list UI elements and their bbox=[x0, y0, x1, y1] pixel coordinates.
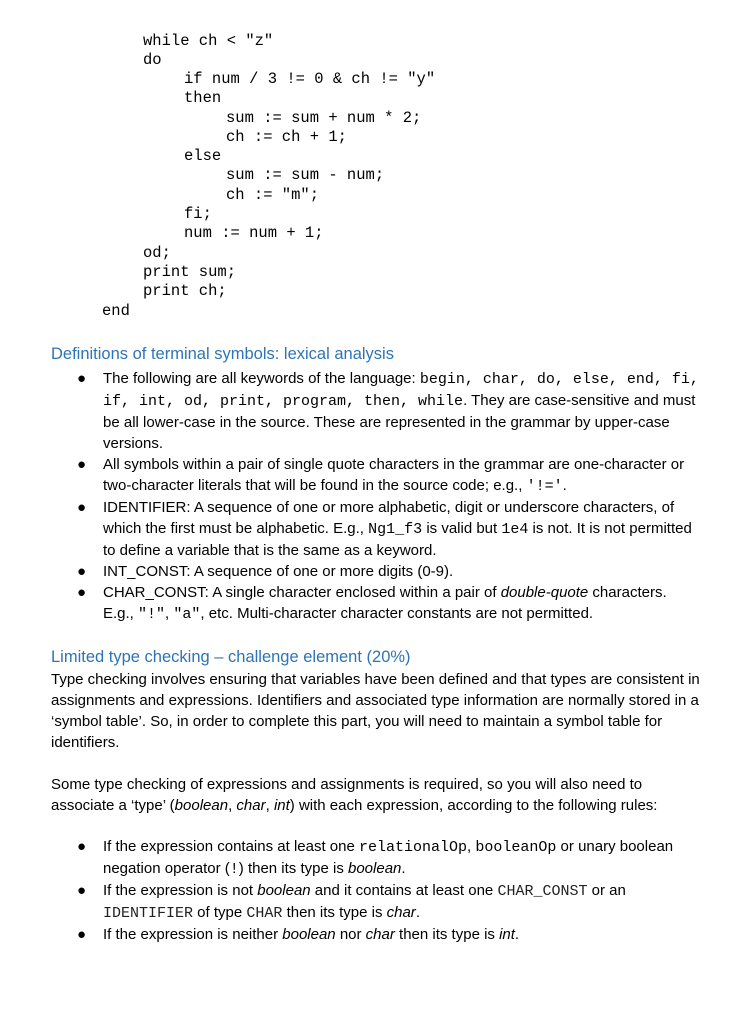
char-const-example: "a" bbox=[173, 606, 201, 623]
list-item: ● If the expression is neither boolean nor char then its type is int. bbox=[77, 926, 520, 943]
lexical-list bbox=[0, 368, 736, 625]
keyword-list: begin, char, do, else, end, fi, if, int, od, print, program, then, while bbox=[103, 371, 699, 410]
list-item: ● IDENTIFIER: A sequence of one or more alphabetic, digit or underscore characters, of which the first must be alphabetic. E.g., Ng1_f3 is valid but 1e4 is not. It is not permitted to define a variable that is the same as a keyword. bbox=[77, 499, 692, 559]
list-item: ● If the expression is not boolean and it contains at least one CHAR_CONST or an IDENTIFIER of type CHAR then its type is char. bbox=[77, 882, 626, 922]
code-line: while ch < "z" bbox=[143, 32, 274, 50]
code-line: fi; bbox=[184, 205, 212, 223]
char-const-example: "!" bbox=[138, 606, 166, 623]
lexical-section-title: Definitions of terminal symbols: lexical analysis bbox=[51, 345, 394, 363]
code-line: ch := "m"; bbox=[226, 186, 320, 204]
code-line: end bbox=[102, 302, 130, 320]
identifier-invalid-example: 1e4 bbox=[501, 521, 529, 538]
list-item: ● The following are all keywords of the language: begin, char, do, else, end, fi, if, int, od, print, program, then, while. They are case-sensitive and must be all lower-case in the source. These are represented in the grammar by upper-case versions. bbox=[77, 370, 699, 452]
typecheck-section-title: Limited type checking – challenge element (20%) bbox=[51, 648, 411, 666]
identifier-valid-example: Ng1_f3 bbox=[368, 521, 423, 538]
typecheck-rules-intro: Some type checking of expressions and assignments is required, so you will also need to associate a ‘type’ (boolean, char, int) with each expression, according to the following rules: bbox=[51, 776, 658, 814]
code-line: ch := ch + 1; bbox=[226, 128, 347, 146]
code-line: num := num + 1; bbox=[184, 224, 324, 242]
list-item: ● INT_CONST: A sequence of one or more digits (0-9). bbox=[77, 563, 454, 580]
code-line: sum := sum + num * 2; bbox=[226, 109, 422, 127]
code-line: print ch; bbox=[143, 282, 227, 300]
code-line: od; bbox=[143, 244, 171, 262]
list-item: ● CHAR_CONST: A single character enclosed within a pair of double-quote characters. E.g., "!", "a", etc. Multi-character character constants are not permitted. bbox=[77, 584, 667, 623]
code-line: do bbox=[143, 51, 162, 69]
list-item: ● If the expression contains at least one relationalOp, booleanOp or unary boolean negation operator (!) then its type is boolean. bbox=[77, 838, 674, 878]
code-line: then bbox=[184, 89, 222, 107]
code-line: if num / 3 != 0 & ch != "y" bbox=[184, 70, 436, 88]
typecheck-paragraph: Type checking involves ensuring that variables have been defined and that types are consistent in assignments and expressions. Identifiers and associated type information are normally stored in a ‘symbol table’. So, in order to complete this part, you will need to maintain a symbol table for identifiers. bbox=[51, 671, 700, 751]
list-item: ● All symbols within a pair of single quote characters in the grammar are one-character or two-character literals that will be found in the source code; e.g., '!='. bbox=[77, 456, 685, 495]
literal-example: '!=' bbox=[526, 478, 563, 495]
code-line: else bbox=[184, 147, 222, 165]
type-rules-list bbox=[0, 836, 736, 945]
code-line: print sum; bbox=[143, 263, 237, 281]
code-line: sum := sum - num; bbox=[226, 166, 385, 184]
